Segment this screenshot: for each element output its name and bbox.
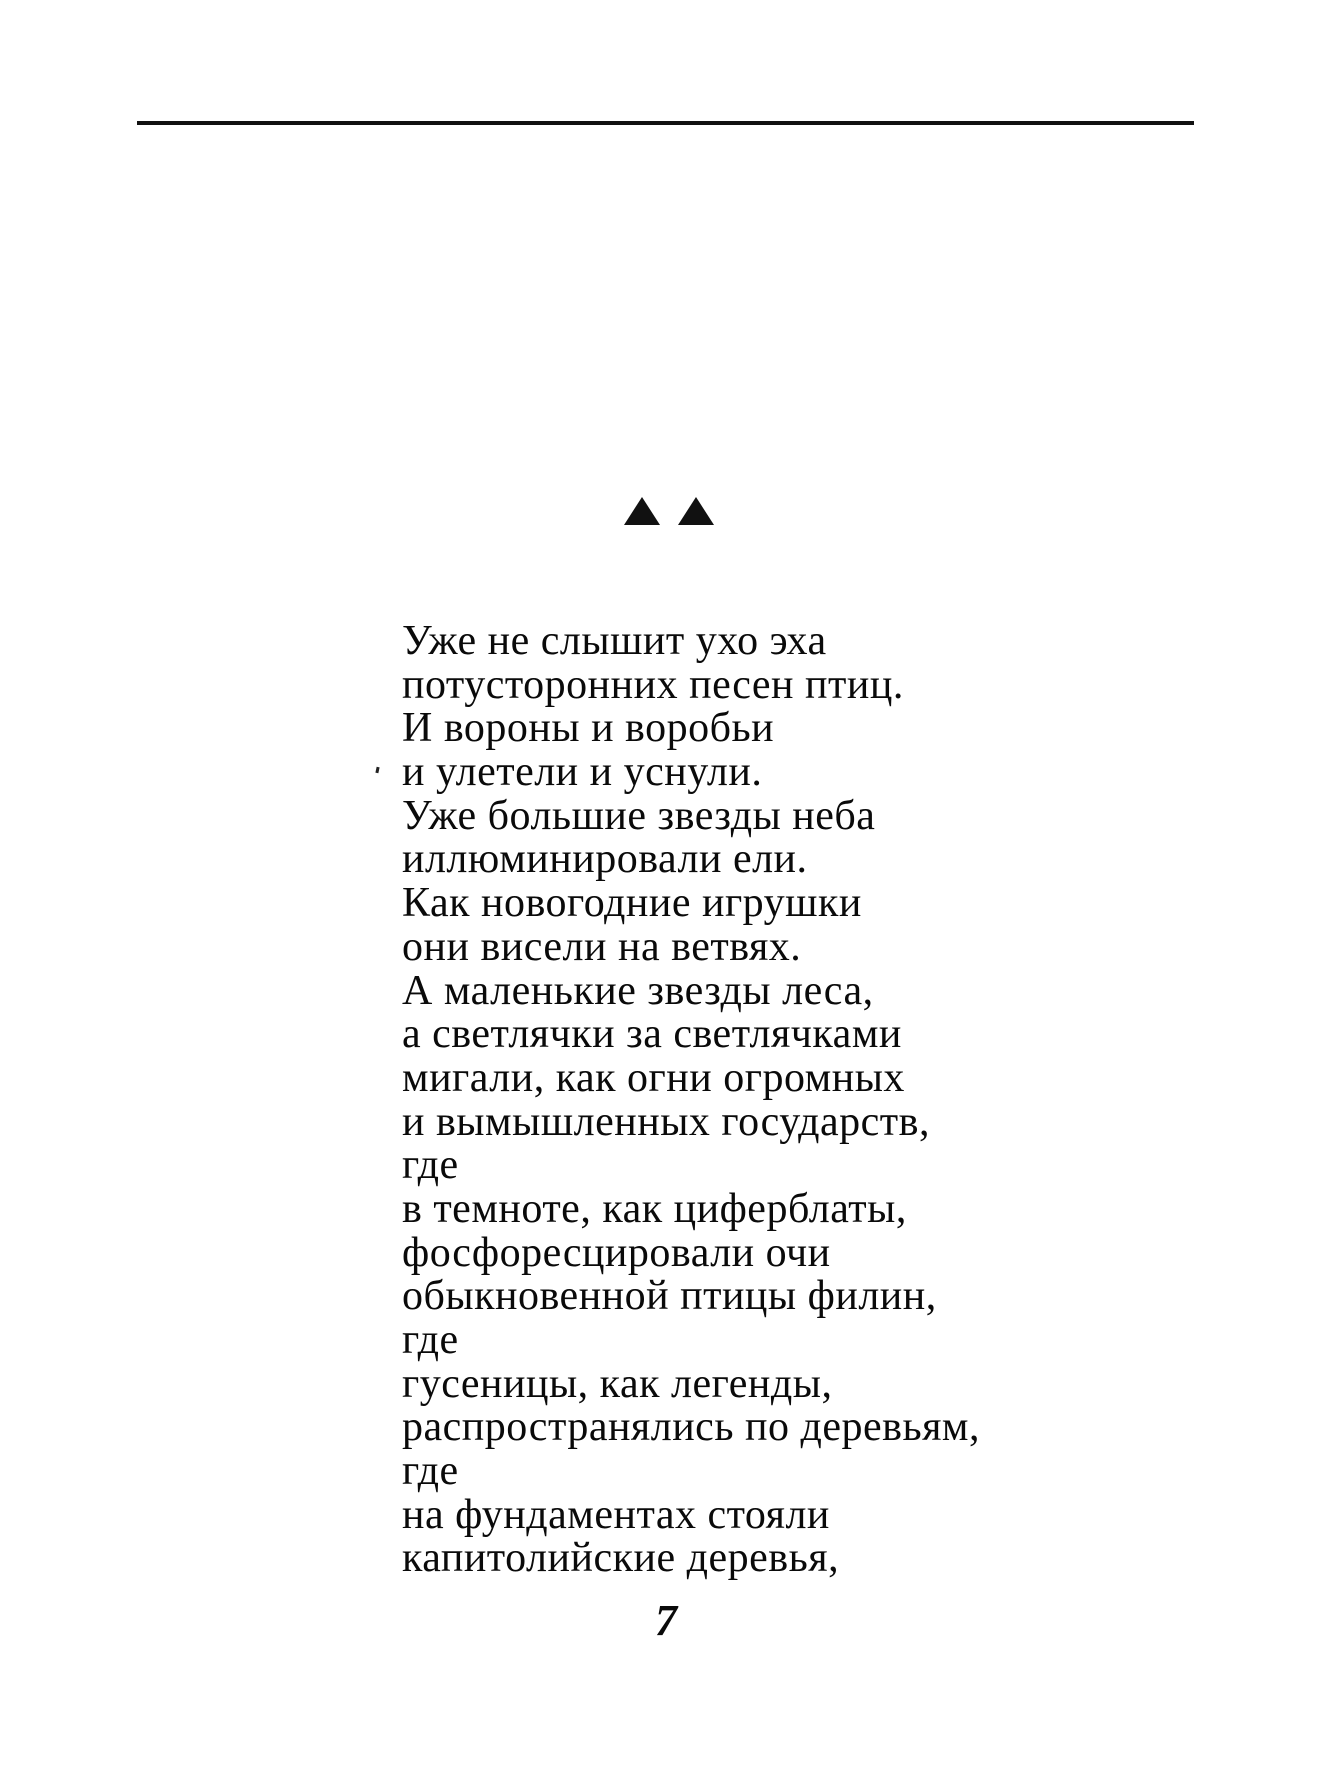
poem-line: обыкновенной птицы филин, <box>402 1273 937 1320</box>
poem-line: где <box>402 1448 459 1495</box>
poem-line: Как новогодние игрушки <box>402 880 862 927</box>
poem-line: капитолийские деревья, <box>402 1535 840 1582</box>
poem-line: а светлячки за светлячками <box>402 1011 902 1058</box>
poem-line: И вороны и воробьи <box>402 705 775 752</box>
poem-line: гусеницы, как легенды, <box>402 1360 833 1407</box>
poem-line: где <box>402 1317 459 1363</box>
poem-line: где <box>402 1142 459 1189</box>
ornament-svg <box>624 496 714 526</box>
top-rule <box>137 121 1194 125</box>
triangle-icon-right <box>678 497 714 525</box>
poem-line: потусторонних песен птиц. <box>402 661 904 708</box>
poem-line: распространялись по деревьям, <box>402 1404 980 1451</box>
poem-line: и вымышленных государств, <box>402 1098 930 1145</box>
print-speck <box>375 767 379 773</box>
triangle-icon-left <box>624 497 660 525</box>
poem-line: Уже большие звезды неба <box>402 792 876 839</box>
double-triangle-icon <box>624 496 714 526</box>
poem-text <box>402 620 980 1581</box>
poem-line: фосфоресцировали очи <box>402 1229 831 1276</box>
page-number: 7 <box>655 1596 677 1645</box>
poem-line: Уже не слышит ухо эха <box>402 618 827 664</box>
poem-line: мигали, как огни огромных <box>402 1054 905 1101</box>
poem-line: они висели на ветвях. <box>402 923 802 970</box>
poem-line: на фундаментах стояли <box>402 1491 830 1538</box>
poem-line: и улетели и уснули. <box>402 749 763 796</box>
poem-line: в темноте, как циферблаты, <box>402 1185 907 1232</box>
poem-line: иллюминировали ели. <box>402 836 808 883</box>
poem-line: А маленькие звезды леса, <box>402 967 874 1014</box>
